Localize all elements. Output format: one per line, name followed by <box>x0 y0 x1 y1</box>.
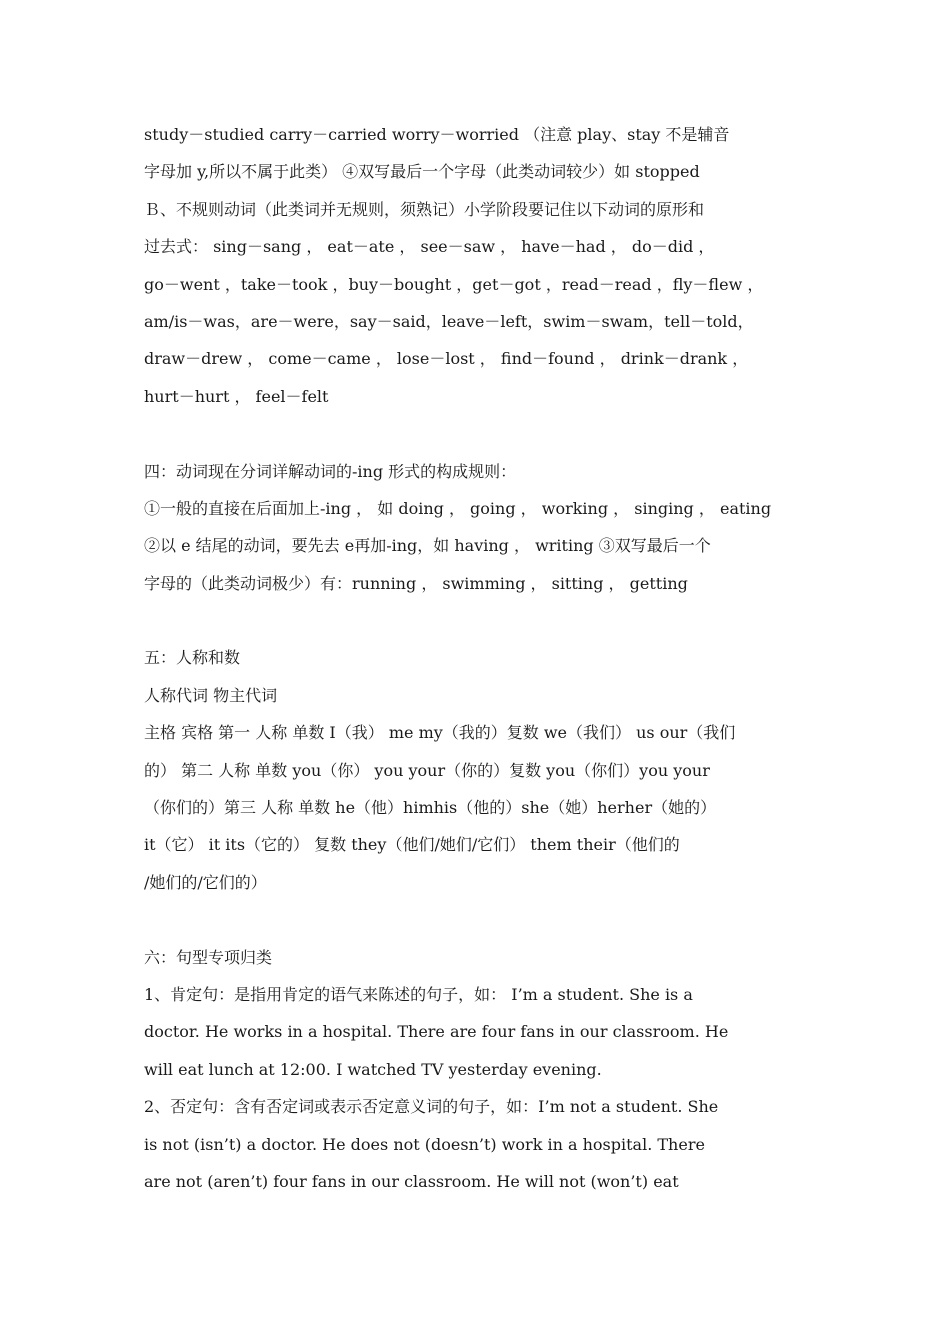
text-line: ②以 e 结尾的动词，要先去 e再加-ing，如 having ， writing ③双写最后一个 <box>144 536 711 556</box>
text-line: doctor. He works in a hospital. There are four fans in our classroom. He <box>144 1022 729 1042</box>
paragraph-gap <box>144 901 854 938</box>
text-line: 主格 宾格 第一 人称 单数 I（我） me my（我的）复数 we（我们） us our（我们 <box>144 723 736 743</box>
paragraph-gap <box>144 602 854 639</box>
text-line: ①一般的直接在后面加上-ing ， 如 doing ， going ， working ， singing ， eating <box>144 498 772 518</box>
text-line: study－studied carry－carried worry－worried （注意 play、stay 不是辅音 <box>144 125 730 144</box>
text-line: it（它） it its（它的） 复数 they（他们/她们/它们） them their（他们的 <box>144 835 680 855</box>
text-line: 过去式： sing－sang ， eat－ate ， see－saw ， have－had ， do－did ， <box>144 237 715 257</box>
text-line: go－went ，take－took ，buy－bought ，get－got ，read－read ，fly－flew ， <box>144 274 764 294</box>
past-tense-block <box>144 116 854 415</box>
text-line: draw－drew ， come－came ， lose－lost ， find－found ， drink－drank ， <box>144 349 749 369</box>
text-line: is not (isn’t) a doctor. He does not (doesn’t) work in a hospital. There <box>144 1134 705 1154</box>
text-line: are not (aren’t) four fans in our classroom. He will not (won’t) eat <box>144 1171 679 1191</box>
section-heading: 六：句型专项归类 <box>144 947 273 967</box>
document-page <box>144 116 854 1200</box>
text-line: 2、否定句：含有否定词或表示否定意义词的句子，如：I’m not a student. She <box>144 1097 719 1117</box>
text-line: Ｂ、不规则动词（此类词并无规则，须熟记）小学阶段要记住以下动词的原形和 <box>144 199 705 219</box>
text-line: 1、肯定句：是指用肯定的语气来陈述的句子，如： I’m a student. She is a <box>144 984 693 1004</box>
section-heading: 五：人称和数 <box>144 648 241 668</box>
text-line: hurt－hurt ， feel－felt <box>144 386 329 406</box>
text-line: （你们的）第三 人称 单数 he（他）himhis（他的）she（她）herher（她的） <box>144 798 717 818</box>
text-line: am/is－was，are－were，say－said，leave－left，swim－swam，tell－told， <box>144 311 754 331</box>
section-heading: 四：动词现在分词详解动词的-ing 形式的构成规则： <box>144 461 517 481</box>
text-line: 的） 第二 人称 单数 you（你） you your（你的）复数 you（你们）you your <box>144 760 710 780</box>
text-line: will eat lunch at 12:00. I watched TV yesterday evening. <box>144 1059 602 1079</box>
text-line: 字母的（此类动词极少）有：running ， swimming ， sitting ， getting <box>144 573 688 593</box>
section-4 <box>144 453 854 603</box>
section-6 <box>144 939 854 1201</box>
paragraph-gap <box>144 415 854 452</box>
text-line: 人称代词 物主代词 <box>144 685 278 705</box>
text-line: 字母加 y,所以不属于此类） ④双写最后一个字母（此类动词较少）如 stopped <box>144 162 700 182</box>
section-5 <box>144 639 854 901</box>
text-line: /她们的/它们的） <box>144 872 267 892</box>
